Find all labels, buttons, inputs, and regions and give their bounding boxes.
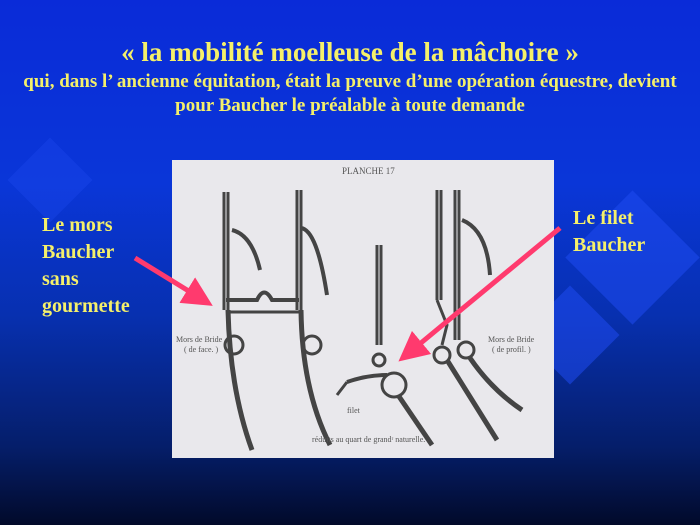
caption-center: filet xyxy=(347,406,360,415)
arrow-to-mors xyxy=(135,258,200,298)
label-filet-baucher: Le filet Baucher xyxy=(573,207,646,256)
slide-subtitle: qui, dans l’ ancienne équitation, était la preuve d’une opération équestre, devient pour Baucher le préalable à toute demande xyxy=(23,71,677,116)
caption-bottom: réduits au quart de grandʳ naturelle. xyxy=(312,435,426,444)
arrow-to-filet xyxy=(410,228,560,352)
plate-heading: PLANCHE 17 xyxy=(342,166,395,176)
label-mors-baucher: Le mors Baucher sans gourmette xyxy=(42,214,130,317)
caption-left: Mors de Bride ( de face. ) xyxy=(176,335,223,354)
caption-right: Mors de Bride ( de profil. ) xyxy=(488,335,535,354)
slide-title: « la mobilité moelleuse de la mâchoire » xyxy=(121,37,579,67)
